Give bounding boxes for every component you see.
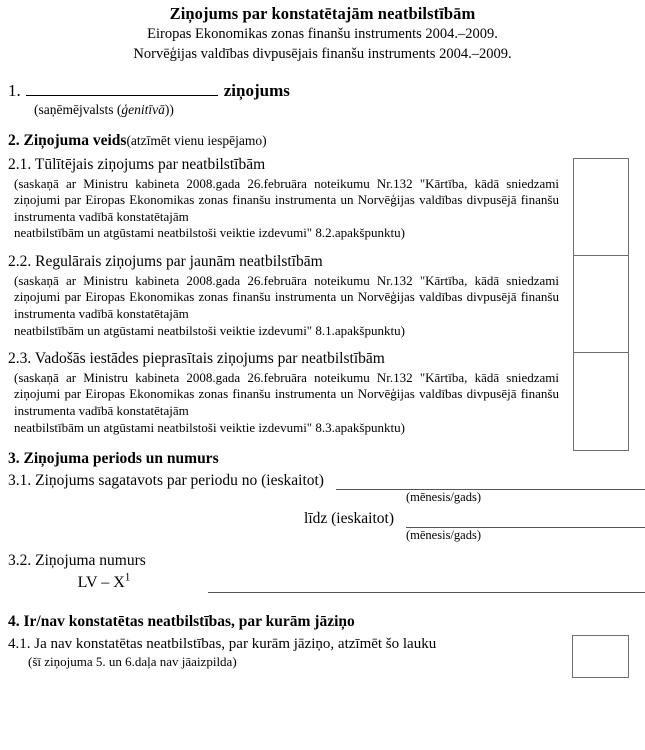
document-subtitle-line-2: Norvēģijas valdības divpusējais finanšu instruments 2004.–2009. — [133, 45, 512, 62]
option-2-1-title: 2.1. Tūlītējais ziņojums par neatbilstībām — [8, 155, 266, 173]
section-4-heading: 4. Ir/nav konstatētas neatbilstības, par kurām jāziņo — [8, 612, 355, 630]
section-2-option-2-2 — [0, 253, 645, 339]
section-4-body — [0, 635, 645, 669]
option-2-1-note — [8, 176, 559, 243]
report-number-footnote-marker: 1 — [124, 571, 131, 584]
section-2-heading — [0, 132, 645, 150]
option-2-3-note-main: (saskaņā ar Ministru kabineta 2008.gada 26.februāra noteikumu Nr.132 "Kārtība, kādā sniedzami ziņojumi par Eiropas Ekonomikas zonas finanšu instrumenta un Norvēģijas valdības divpusējā finanšu instrumenta vadībā konstatētajām — [14, 369, 559, 418]
checkbox-option-2-3[interactable] — [573, 352, 629, 451]
period-to-row — [0, 510, 645, 528]
option-2-1-note-last: neatbilstībām un atgūstami neatbilstoši veiktie izdevumi" 8.2.apakšpunktu) — [14, 225, 405, 241]
option-2-1-note-main: (saskaņā ar Ministru kabineta 2008.gada 26.februāra noteikumu Nr.132 "Kārtība, kādā sniedzami ziņojumi par Eiropas Ekonomikas zonas finanšu instrumenta un Norvēģijas valdības divpusējā finanšu instrumenta vadībā konstatētajām — [14, 175, 559, 224]
page-title: Ziņojums par konstatētajām neatbilstībām — [169, 4, 476, 23]
period-from-caption: (mēnesis/gads) — [406, 489, 481, 504]
section-2-option-2-1 — [0, 156, 645, 242]
caption-suffix: )) — [164, 101, 174, 117]
section-3-period-and-number — [0, 450, 645, 593]
section-2-option-2-3 — [0, 350, 645, 436]
report-number-input[interactable] — [208, 577, 645, 593]
recipient-state-caption — [34, 102, 645, 118]
period-from-row — [0, 472, 645, 490]
option-2-3-note-last: neatbilstībām un atgūstami neatbilstoši veiktie izdevumi" 8.3.apakšpunktu) — [14, 419, 405, 435]
section-4-line: 4.1. Ja nav konstatētas neatbilstības, par kurām jāziņo, atzīmēt šo lauku — [8, 636, 437, 653]
option-2-3-note — [8, 370, 559, 437]
period-to-label: līdz (ieskaitot) — [304, 509, 394, 527]
document-subtitle-line-1: Eiropas Ekonomikas zonas finanšu instruments 2004.–2009. — [147, 26, 498, 43]
report-number-row — [0, 571, 645, 593]
section-3-heading: 3. Ziņojuma periods un numurs — [8, 450, 219, 468]
checkbox-option-2-1[interactable] — [573, 158, 629, 257]
recipient-state-input[interactable] — [26, 80, 218, 96]
caption-prefix: (saņēmējvalsts ( — [34, 101, 122, 117]
section-1-word: ziņojums — [223, 80, 290, 100]
report-number-label: 3.2. Ziņojuma numurs — [8, 551, 146, 569]
section-2-hint: (atzīmēt vienu iespējamo) — [126, 132, 267, 148]
option-2-2-note-main: (saskaņā ar Ministru kabineta 2008.gada 26.februāra noteikumu Nr.132 "Kārtība, kādā sniedzami ziņojumi par Eiropas Ekonomikas zonas finanšu instrumenta un Norvēģijas valdības divpusējā finanšu instrumenta vadībā konstatētajām — [14, 272, 559, 321]
option-2-2-note — [8, 273, 559, 340]
report-number-code — [8, 571, 200, 593]
section-1-number: 1. — [8, 80, 21, 100]
checkbox-no-irregularities[interactable] — [572, 635, 629, 678]
option-2-2-title: 2.2. Regulārais ziņojums par jaunām neatbilstībām — [8, 253, 323, 271]
checkbox-option-2-2[interactable] — [573, 255, 629, 354]
section-1-line — [8, 80, 645, 101]
section-1-recipient-state — [0, 80, 645, 118]
option-2-2-note-last: neatbilstībām un atgūstami neatbilstoši veiktie izdevumi" 8.1.apakšpunktu) — [14, 322, 405, 338]
period-from-label: 3.1. Ziņojums sagatavots par periodu no (ieskaitot) — [8, 471, 324, 489]
period-from-input[interactable] — [336, 474, 645, 490]
report-number-code-prefix: LV – X — [77, 573, 125, 591]
period-to-input[interactable] — [406, 512, 645, 528]
option-2-3-title: 2.3. Vadošās iestādes pieprasītais ziņojums par neatbilstībām — [8, 350, 385, 368]
document-header — [0, 0, 645, 64]
section-4-note: (šī ziņojuma 5. un 6.daļa nav jāaizpilda) — [28, 654, 237, 670]
section-2-title: 2. Ziņojuma veids — [8, 131, 127, 149]
period-to-caption: (mēnesis/gads) — [406, 527, 481, 542]
section-4-irregularities — [0, 613, 645, 670]
caption-italic: ģenitīvā — [121, 101, 165, 117]
